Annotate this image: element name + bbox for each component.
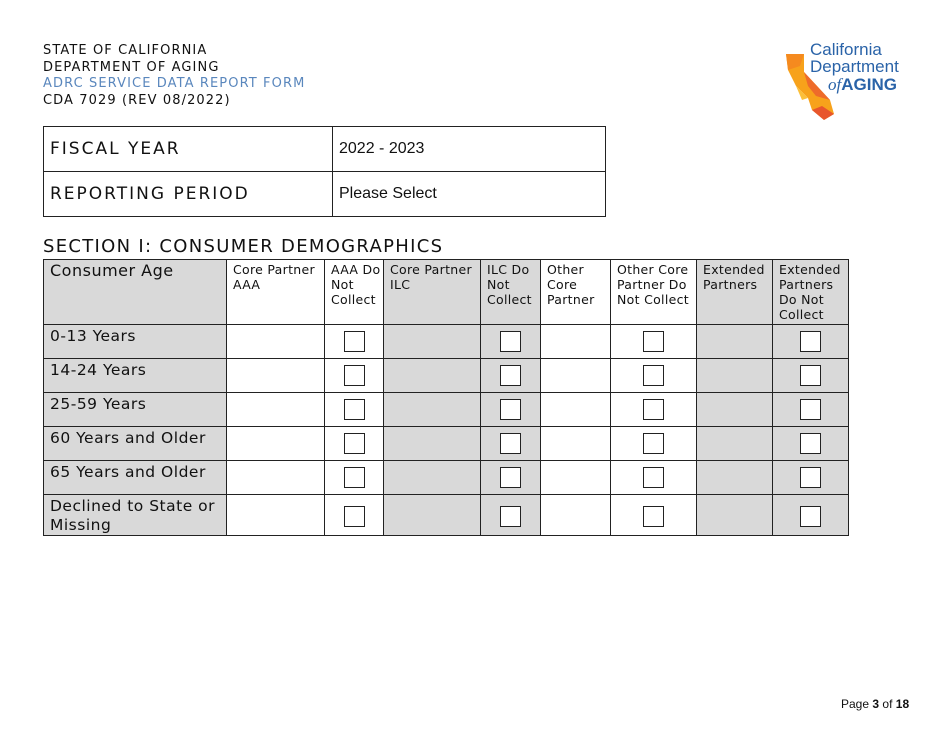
header-extended-do-not-collect: Extended Partners Do Not Collect (773, 260, 849, 325)
other-core-do-not-collect-checkbox[interactable] (643, 467, 664, 488)
checkbox-cell (481, 359, 541, 393)
other-core-partner-input[interactable] (541, 393, 611, 427)
checkbox-cell (325, 427, 384, 461)
extended-do-not-collect-checkbox[interactable] (800, 506, 821, 527)
core-partner-aaa-input[interactable] (227, 325, 325, 359)
other-core-do-not-collect-checkbox[interactable] (643, 506, 664, 527)
header-aaa-do-not-collect: AAA Do Not Collect (325, 260, 384, 325)
ilc-do-not-collect-checkbox[interactable] (500, 467, 521, 488)
form-header (43, 43, 305, 109)
checkbox-cell (611, 495, 697, 536)
fiscal-year-value[interactable]: 2022 - 2023 (333, 127, 606, 172)
checkbox-cell (773, 461, 849, 495)
table-row (44, 427, 849, 461)
core-partner-ilc-input[interactable] (384, 495, 481, 536)
consumer-demographics-table (43, 259, 849, 536)
core-partner-ilc-input[interactable] (384, 427, 481, 461)
other-core-partner-input[interactable] (541, 461, 611, 495)
checkbox-cell (325, 325, 384, 359)
logo-text-aging-word: AGING (841, 75, 897, 94)
other-core-do-not-collect-checkbox[interactable] (643, 433, 664, 454)
ilc-do-not-collect-checkbox[interactable] (500, 365, 521, 386)
reporting-period-select[interactable]: Please Select (333, 172, 606, 217)
ilc-do-not-collect-checkbox[interactable] (500, 399, 521, 420)
logo-text-department: Department (810, 57, 899, 76)
header-consumer-age: Consumer Age (44, 260, 227, 325)
extended-do-not-collect-checkbox[interactable] (800, 433, 821, 454)
checkbox-cell (481, 325, 541, 359)
ilc-do-not-collect-checkbox[interactable] (500, 331, 521, 352)
aaa-do-not-collect-checkbox[interactable] (344, 331, 365, 352)
page-of: of (882, 697, 893, 711)
page-number (841, 697, 909, 711)
section-title: SECTION I: CONSUMER DEMOGRAPHICS (43, 236, 444, 257)
core-partner-ilc-input[interactable] (384, 359, 481, 393)
checkbox-cell (773, 393, 849, 427)
page-prefix: Page (841, 697, 870, 711)
row-age-label: 25-59 Years (44, 393, 227, 427)
header-ilc-do-not-collect: ILC Do Not Collect (481, 260, 541, 325)
other-core-partner-input[interactable] (541, 495, 611, 536)
logo-text-of: of (828, 75, 842, 94)
table-row (44, 461, 849, 495)
extended-partners-input[interactable] (697, 359, 773, 393)
header-other-core-partner: Other Core Partner (541, 260, 611, 325)
aaa-do-not-collect-checkbox[interactable] (344, 467, 365, 488)
other-core-partner-input[interactable] (541, 427, 611, 461)
checkbox-cell (611, 325, 697, 359)
checkbox-cell (325, 359, 384, 393)
core-partner-aaa-input[interactable] (227, 359, 325, 393)
aaa-do-not-collect-checkbox[interactable] (344, 399, 365, 420)
logo-text-aging (828, 75, 897, 95)
table-header-row (44, 260, 849, 325)
checkbox-cell (611, 427, 697, 461)
checkbox-cell (325, 393, 384, 427)
table-row (44, 495, 849, 536)
other-core-do-not-collect-checkbox[interactable] (643, 331, 664, 352)
aaa-do-not-collect-checkbox[interactable] (344, 506, 365, 527)
aaa-do-not-collect-checkbox[interactable] (344, 365, 365, 386)
fiscal-year-table (43, 126, 606, 217)
core-partner-aaa-input[interactable] (227, 393, 325, 427)
extended-partners-input[interactable] (697, 495, 773, 536)
checkbox-cell (773, 359, 849, 393)
extended-do-not-collect-checkbox[interactable] (800, 399, 821, 420)
checkbox-cell (773, 325, 849, 359)
core-partner-ilc-input[interactable] (384, 461, 481, 495)
other-core-do-not-collect-checkbox[interactable] (643, 399, 664, 420)
row-age-label: 0-13 Years (44, 325, 227, 359)
row-age-label: Declined to State or Missing (44, 495, 227, 536)
extended-partners-input[interactable] (697, 461, 773, 495)
core-partner-ilc-input[interactable] (384, 393, 481, 427)
row-age-label: 60 Years and Older (44, 427, 227, 461)
checkbox-cell (611, 393, 697, 427)
checkbox-cell (481, 427, 541, 461)
header-form-title: ADRC SERVICE DATA REPORT FORM (43, 76, 306, 91)
checkbox-cell (611, 461, 697, 495)
checkbox-cell (611, 359, 697, 393)
header-extended-partners: Extended Partners (697, 260, 773, 325)
page-total: 18 (895, 697, 910, 711)
fiscal-year-label: FISCAL YEAR (44, 127, 333, 172)
checkbox-cell (325, 461, 384, 495)
aaa-do-not-collect-checkbox[interactable] (344, 433, 365, 454)
core-partner-aaa-input[interactable] (227, 461, 325, 495)
header-department: DEPARTMENT OF AGING (43, 59, 220, 75)
core-partner-ilc-input[interactable] (384, 325, 481, 359)
core-partner-aaa-input[interactable] (227, 495, 325, 536)
checkbox-cell (773, 495, 849, 536)
header-core-partner-aaa: Core Partner AAA (227, 260, 325, 325)
row-age-label: 14-24 Years (44, 359, 227, 393)
extended-do-not-collect-checkbox[interactable] (800, 467, 821, 488)
header-state: STATE OF CALIFORNIA (43, 43, 208, 58)
page-current: 3 (872, 697, 880, 711)
header-core-partner-ilc: Core Partner ILC (384, 260, 481, 325)
ilc-do-not-collect-checkbox[interactable] (500, 506, 521, 527)
extended-partners-input[interactable] (697, 427, 773, 461)
logo-text-california: California (810, 40, 882, 59)
other-core-do-not-collect-checkbox[interactable] (643, 365, 664, 386)
checkbox-cell (481, 461, 541, 495)
table-row (44, 325, 849, 359)
other-core-partner-input[interactable] (541, 325, 611, 359)
row-age-label: 65 Years and Older (44, 461, 227, 495)
checkbox-cell (325, 495, 384, 536)
extended-do-not-collect-checkbox[interactable] (800, 365, 821, 386)
checkbox-cell (481, 495, 541, 536)
extended-partners-input[interactable] (697, 325, 773, 359)
reporting-period-label: REPORTING PERIOD (44, 172, 333, 217)
cda-logo (782, 40, 917, 122)
extended-partners-input[interactable] (697, 393, 773, 427)
header-other-core-do-not-collect: Other Core Partner Do Not Collect (611, 260, 697, 325)
ilc-do-not-collect-checkbox[interactable] (500, 433, 521, 454)
checkbox-cell (481, 393, 541, 427)
core-partner-aaa-input[interactable] (227, 427, 325, 461)
other-core-partner-input[interactable] (541, 359, 611, 393)
table-row (44, 359, 849, 393)
extended-do-not-collect-checkbox[interactable] (800, 331, 821, 352)
table-row (44, 393, 849, 427)
header-form-number: CDA 7029 (REV 08/2022) (43, 92, 231, 108)
checkbox-cell (773, 427, 849, 461)
